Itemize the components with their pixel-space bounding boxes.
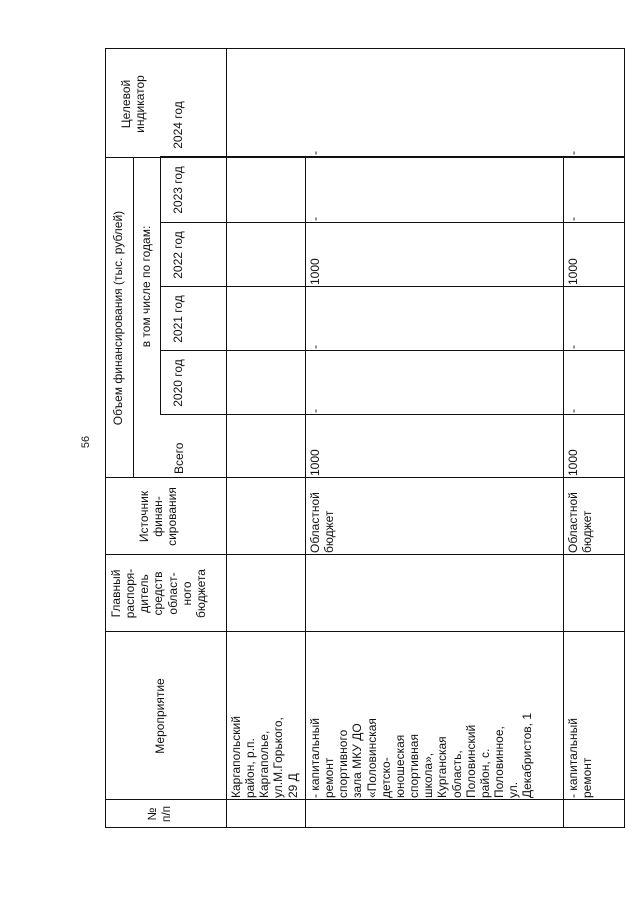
row-2-2020: - (566, 409, 580, 413)
header-year-2020: 2020 год (171, 359, 185, 407)
row-1-2021: - (308, 345, 322, 349)
row-2-2024: - (566, 151, 580, 155)
row-1-2024: - (308, 151, 322, 155)
header-year-2023: 2023 год (171, 166, 185, 214)
header-event: Мероприятие (153, 678, 167, 754)
row-2-2023: - (566, 217, 580, 221)
row-1-2020: - (308, 409, 322, 413)
table-border-left (105, 827, 625, 828)
col-sep-manager (105, 554, 625, 555)
row-1-total: 1000 (308, 449, 322, 476)
row-2-source: Областной бюджет (566, 492, 595, 553)
col-sep-num (105, 799, 625, 800)
header-year-2021: 2021 год (171, 295, 185, 343)
rotated-table (105, 48, 625, 828)
col-sep-2021 (160, 286, 625, 287)
row-2-total: 1000 (566, 449, 580, 476)
row-2-2022: 1000 (566, 258, 580, 285)
header-manager: Главный распоря- дитель средств област- ного бюджета (109, 568, 208, 619)
row-sep-1 (305, 158, 306, 828)
col-sep-event (105, 631, 625, 632)
header-indicator: Целевой индикатор (119, 75, 148, 133)
row-1-2022: 1000 (308, 258, 322, 285)
col-sep-2020 (160, 350, 625, 351)
table-border-right (105, 48, 625, 49)
table-border-top (105, 48, 106, 828)
row-1-event: - капитальный ремонт спортивного зала МКУ ДО «Половинская детско- юношеская спортивная школа», Курганская область, Половинский район, с. Половинное, ул. Декабристов, 1 (308, 713, 535, 798)
header-total: Всего (172, 442, 186, 474)
row-0-event: Каргапольский район, р.п. Каргаполье, ул.М.Горького, 29 Д (229, 716, 300, 798)
col-sep-2022 (160, 222, 625, 223)
row-sep-2 (563, 158, 564, 828)
header-num: № п/п (145, 805, 174, 823)
col-sep-source (105, 477, 625, 478)
header-year-2022: 2022 год (171, 231, 185, 279)
col-sep-indicator (105, 157, 625, 158)
header-volume: Объем финансирования (тыс. рублей) (111, 210, 125, 426)
row-1-source: Областной бюджет (308, 492, 337, 553)
page-number: 56 (80, 435, 93, 449)
header-sub-line-volume (133, 158, 134, 478)
header-sub-line-years (160, 158, 161, 415)
header-source: Источник финан- сирования (137, 487, 180, 546)
row-2-2021: - (566, 345, 580, 349)
table-border-bottom (624, 48, 625, 828)
header-by-years: в том числе по годам: (139, 225, 153, 348)
row-1-2023: - (308, 217, 322, 221)
row-2-event: - капитальный ремонт (566, 718, 595, 798)
header-bottom-line (226, 48, 227, 828)
header-year-2024: 2024 год (171, 101, 185, 149)
col-sep-total (160, 414, 625, 415)
